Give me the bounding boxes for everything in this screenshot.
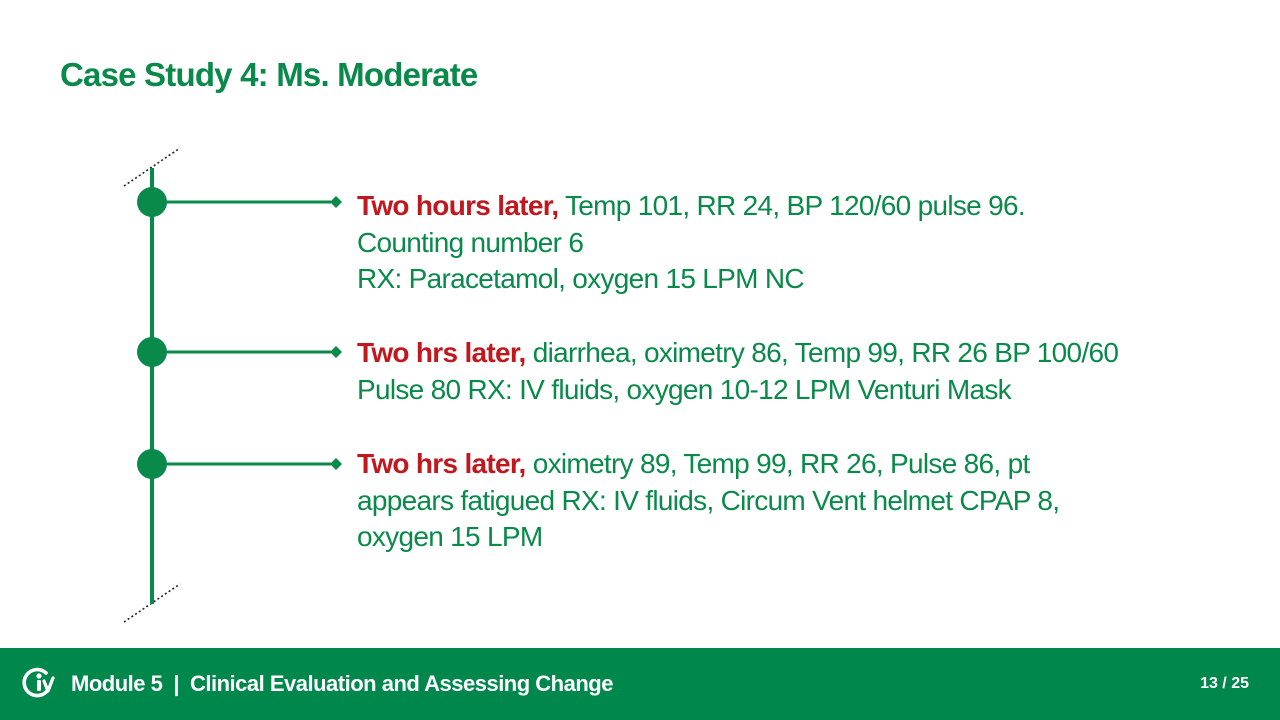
timeline-bottom-break	[124, 584, 180, 622]
footer-bar	[0, 648, 1280, 720]
iv-logo-icon	[20, 666, 58, 702]
entry-highlight: Two hrs later,	[357, 448, 526, 479]
footer-section: Clinical Evaluation and Assessing Change	[190, 671, 613, 696]
page-number: 13 / 25	[1200, 675, 1249, 692]
entry-text: RX: Paracetamol, oxygen 15 LPM NC	[357, 263, 804, 294]
timeline-node-2	[137, 337, 342, 367]
footer-separator: |	[173, 671, 179, 696]
timeline-node-1	[137, 187, 342, 217]
entry-highlight: Two hrs later,	[357, 337, 526, 368]
timeline-entry-1	[357, 188, 1227, 298]
entry-text: Temp 101, RR 24, BP 120/60 pulse 96.	[558, 190, 1025, 221]
entry-text: oximetry 89, Temp 99, RR 26, Pulse 86, pt	[525, 448, 1030, 479]
timeline-top-break	[124, 148, 180, 186]
entry-text: appears fatigued RX: IV fluids, Circum Vent helmet CPAP 8,	[357, 484, 1060, 516]
entry-text: Counting number 6	[357, 226, 584, 258]
timeline-node-3	[137, 449, 342, 479]
entry-text: Pulse 80 RX: IV fluids, oxygen 10-12 LPM Venturi Mask	[357, 373, 1011, 405]
footer-module-label	[71, 671, 613, 697]
entry-text: oxygen 15 LPM	[357, 521, 543, 552]
slide-title: Case Study 4: Ms. Moderate	[60, 56, 478, 93]
timeline-entry-2	[357, 335, 1227, 408]
footer-module: Module 5	[71, 671, 163, 696]
timeline-entry-3	[357, 446, 1227, 556]
entry-text: diarrhea, oximetry 86, Temp 99, RR 26 BP 100/60	[525, 337, 1119, 368]
entry-highlight: Two hours later,	[357, 190, 559, 221]
